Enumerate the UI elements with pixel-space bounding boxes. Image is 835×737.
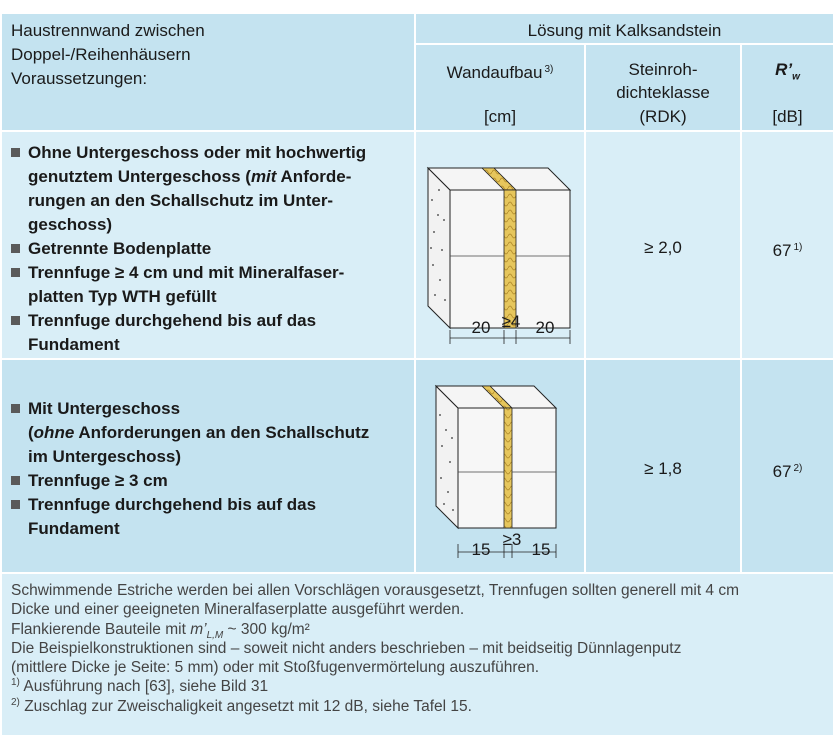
requirement-line: im Untergeschoss) — [28, 447, 182, 466]
insulation-layer — [504, 190, 516, 328]
insulation-layer — [504, 408, 512, 528]
requirement-line: Trennfuge durchgehend bis auf das — [11, 493, 369, 517]
row1-requirements — [11, 141, 366, 357]
requirement-line: platten Typ WTH gefüllt — [28, 287, 217, 306]
row1-rdk: ≥ 2,0 — [644, 238, 682, 257]
requirement-line: (ohne Anforderungen an den Schallschutz — [28, 423, 370, 442]
bullet-icon — [11, 244, 20, 253]
requirement-line: Trennfuge ≥ 3 cm — [11, 469, 369, 493]
requirement-line: genutztem Untergeschoss (mit Anforde- — [28, 167, 352, 186]
row2-rw-footnote: 2) — [793, 463, 803, 474]
grid-line — [2, 358, 833, 360]
header-wandaufbau — [416, 59, 584, 84]
header-wandaufbau-footnote: 3) — [544, 64, 554, 75]
note-line: Flankierende Bauteile mit $m’_{L,M}$ ~ 300 kg/m² — [11, 620, 310, 641]
note-line: (mittlere Dicke je Seite: 5 mm) oder mit Stoßfugenvermörtelung auszuführen. — [11, 659, 540, 677]
header-rw-sub: w — [792, 71, 800, 83]
row1-rw-value: 67 — [772, 241, 792, 260]
header-solution: Lösung mit Kalksandstein — [527, 21, 722, 40]
row2-rw — [742, 457, 833, 484]
requirement-line: geschoss) — [28, 215, 113, 234]
header-rw-symbol: R’ — [775, 60, 793, 79]
header-left-line-2: Doppel-/Reihenhäusern — [11, 45, 191, 64]
grid-line — [2, 572, 833, 574]
row1-rw-footnote: 1) — [793, 242, 803, 253]
note-line: Die Beispielkonstruktionen sind – soweit nicht anders beschrieben – mit beidseitig Dünnlagenputz — [11, 639, 682, 657]
header-left-line-3: Voraussetzungen: — [11, 69, 148, 88]
bullet-icon — [11, 148, 20, 157]
grid-line — [416, 43, 833, 45]
table-notes — [11, 581, 739, 716]
grid-line — [414, 14, 416, 573]
requirement-line: Fundament — [28, 335, 120, 354]
header-rdk-line-2: dichteklasse — [616, 83, 710, 102]
bullet-icon — [11, 500, 20, 509]
header-wandaufbau-unit: [cm] — [483, 107, 517, 126]
bullet-icon — [11, 404, 20, 413]
bullet-icon — [11, 476, 20, 485]
dim-gap: ≥3 — [502, 530, 522, 549]
dim-left: 20 — [471, 318, 491, 337]
bullet-icon — [11, 268, 20, 277]
requirement-line: Ohne Untergeschoss oder mit hochwertig — [11, 141, 366, 165]
header-rdk-line-1: Steinroh- — [628, 60, 698, 79]
requirement-line: rungen an den Schallschutz im Unter- — [28, 191, 334, 210]
header-rdk-unit: (RDK) — [639, 107, 687, 126]
note-line: Dicke und einer geeigneten Mineralfaserplatte ausgeführt werden. — [11, 601, 465, 619]
requirement-line: Fundament — [28, 519, 120, 538]
footnote-2: $^{2)}$ Zuschlag zur Zweischaligkeit angesetzt mit 12 dB, siehe Tafel 15. — [11, 696, 472, 715]
row2-requirements — [11, 397, 369, 541]
requirement-line: Mit Untergeschoss — [11, 397, 369, 421]
header-rw — [742, 59, 833, 81]
bullet-icon — [11, 316, 20, 325]
row1-rw — [742, 236, 833, 263]
wall-side-face — [436, 386, 458, 528]
footnote-mark: 1) — [11, 677, 20, 689]
grid-line — [2, 130, 833, 132]
header-wandaufbau-title: Wandaufbau — [446, 63, 543, 82]
note-line: Schwimmende Estriche werden bei allen Vorschlägen vorausgesetzt, Trennfugen sollten generell mit 4 cm — [11, 582, 740, 599]
requirement-line: Trennfuge ≥ 4 cm und mit Mineralfaser- — [11, 261, 366, 285]
requirement-line: Trennfuge durchgehend bis auf das — [11, 309, 366, 333]
row2-rdk: ≥ 1,8 — [644, 459, 682, 478]
dim-left: 15 — [471, 540, 491, 559]
dim-right: 15 — [531, 540, 551, 559]
row2-rw-value: 67 — [772, 462, 792, 481]
header-left-line-1: Haustrennwand zwischen — [11, 21, 205, 40]
dim-gap: ≥4 — [501, 312, 521, 331]
footnote-mark: 2) — [11, 696, 20, 708]
dim-right: 20 — [535, 318, 555, 337]
requirement-line: Getrennte Bodenplatte — [11, 237, 366, 261]
footnote-1: $^{1)}$ Ausführung nach [63], siehe Bild 31 — [11, 677, 269, 696]
header-rw-unit: [dB] — [772, 107, 803, 126]
